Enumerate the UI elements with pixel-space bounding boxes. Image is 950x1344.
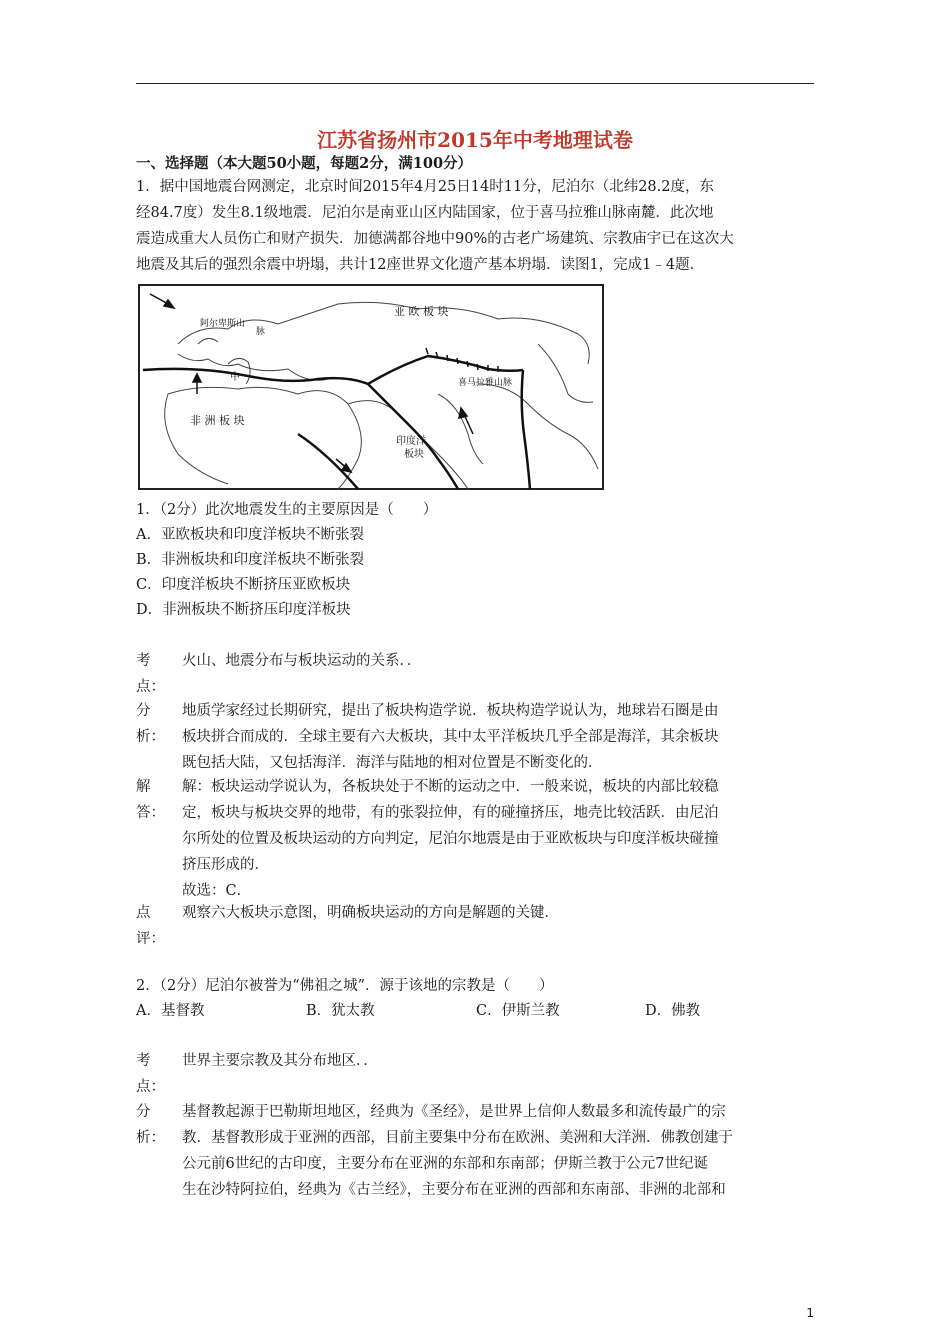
label-alps: 阿尔卑斯山 bbox=[200, 319, 246, 329]
question-intro bbox=[136, 174, 816, 278]
fenxi-line: 生在沙特阿拉伯，经典为《古兰经》，主要分布在亚洲的西部和东南部、非洲的北部和 bbox=[182, 1182, 726, 1198]
fenxi-line: 教．基督教形成于亚洲的西部，目前主要集中分布在欧洲、美洲和大洋洲．佛教创建于 bbox=[182, 1130, 733, 1146]
q2-stem: 2．（2分）尼泊尔被誉为“佛祖之城”．源于该地的宗教是（ ） bbox=[136, 978, 554, 994]
intro-line: 经84.7度）发生8.1级地震．尼泊尔是南亚山区内陆国家，位于喜马拉雅山脉南麓．此次地 bbox=[136, 205, 714, 221]
label-indian-ocean-plate: 印度洋 bbox=[396, 436, 426, 447]
dianping-text: 观察六大板块示意图，明确板块运动的方向是解题的关键． bbox=[182, 905, 559, 921]
label-african-plate: 非 洲 板 块 bbox=[190, 414, 245, 427]
header-rule bbox=[136, 83, 814, 84]
jieda-label: 解 bbox=[136, 779, 151, 795]
jieda-line: 挤压形成的． bbox=[182, 857, 269, 873]
q1-option-d: D．非洲板块不断挤压印度洋板块 bbox=[136, 602, 351, 618]
q1-stem: 1．（2分）此次地震发生的主要原因是（ ） bbox=[136, 502, 438, 518]
kaodian-label-2: 点： bbox=[136, 1079, 165, 1095]
label-mediterranean: 中 bbox=[230, 372, 240, 383]
fenxi-line: 基督教起源于巴勒斯坦地区，经典为《圣经》，是世界上信仰人数最多和流传最广的宗 bbox=[182, 1104, 726, 1120]
kaodian-label: 考 bbox=[136, 1053, 151, 1069]
intro-line: 地震及其后的强烈余震中坍塌，共计12座世界文化遗产基本坍塌．读图1，完成1﹣4题． bbox=[136, 257, 705, 273]
fenxi-line: 公元前6世纪的古印度，主要分布在亚洲的东部和东南部；伊斯兰教于公元7世纪诞 bbox=[182, 1156, 708, 1172]
q1-option-a: A．亚欧板块和印度洋板块不断张裂 bbox=[136, 527, 364, 543]
q2-option-a: A．基督教 bbox=[136, 1003, 205, 1019]
kaodian-label-2: 点： bbox=[136, 679, 165, 695]
q2-option-c: C．伊斯兰教 bbox=[476, 1003, 560, 1019]
intro-line: 1．据中国地震台网测定，北京时间2015年4月25日14时11分，尼泊尔（北纬28.2度，东 bbox=[136, 179, 714, 195]
kaodian-text: 火山、地震分布与板块运动的关系．． bbox=[182, 653, 422, 669]
kaodian-text: 世界主要宗教及其分布地区．． bbox=[182, 1053, 378, 1069]
dianping-label-2: 评： bbox=[136, 931, 165, 947]
page-number: 1 bbox=[806, 1306, 814, 1320]
q1-option-b: B．非洲板块和印度洋板块不断张裂 bbox=[136, 552, 365, 568]
q2-option-d: D．佛教 bbox=[645, 1003, 701, 1019]
plate-map-figure bbox=[138, 284, 604, 490]
page-title: 江苏省扬州市2015年中考地理试卷 bbox=[317, 128, 633, 152]
jieda-label-2: 答： bbox=[136, 805, 165, 821]
label-indian-ocean-plate-2: 板块 bbox=[404, 449, 424, 460]
fenxi-line: 板块拼合而成的．全球主要有六大板块，其中太平洋板块几乎全部是海洋，其余板块 bbox=[182, 729, 719, 745]
label-alps-suffix: 脉 bbox=[256, 327, 266, 337]
fenxi-label: 分 bbox=[136, 1104, 151, 1120]
jieda-line: 尔所处的位置及板块运动的方向判定，尼泊尔地震是由于亚欧板块与印度洋板块碰撞 bbox=[182, 831, 719, 847]
fenxi-line: 既包括大陆，又包括海洋．海洋与陆地的相对位置是不断变化的． bbox=[182, 755, 603, 771]
fenxi-label: 分 bbox=[136, 703, 151, 719]
q2-option-b: B．犹太教 bbox=[306, 1003, 375, 1019]
section-heading: 一、选择题（本大题50小题，每题2分，满100分） bbox=[136, 155, 473, 172]
q1-option-c: C．印度洋板块不断挤压亚欧板块 bbox=[136, 577, 351, 593]
label-eurasian-plate: 亚 欧 板 块 bbox=[394, 305, 449, 318]
label-himalaya: 喜马拉雅山脉 bbox=[458, 378, 513, 388]
fenxi-label-2: 析： bbox=[136, 1130, 165, 1146]
fenxi-line: 地质学家经过长期研究，提出了板块构造学说．板块构造学说认为，地球岩石圈是由 bbox=[182, 703, 719, 719]
intro-line: 震造成重大人员伤亡和财产损失．加德满都谷地中90%的古老广场建筑、宗教庙宇已在这次大 bbox=[136, 231, 734, 247]
jieda-line: 解：板块运动学说认为，各板块处于不断的运动之中．一般来说，板块的内部比较稳 bbox=[182, 779, 719, 795]
kaodian-label: 考 bbox=[136, 653, 151, 669]
jieda-answer: 故选：C． bbox=[182, 883, 252, 899]
dianping-label: 点 bbox=[136, 905, 151, 921]
fenxi-label-2: 析： bbox=[136, 729, 165, 745]
jieda-line: 定，板块与板块交界的地带，有的张裂拉伸，有的碰撞挤压，地壳比较活跃．由尼泊 bbox=[182, 805, 719, 821]
